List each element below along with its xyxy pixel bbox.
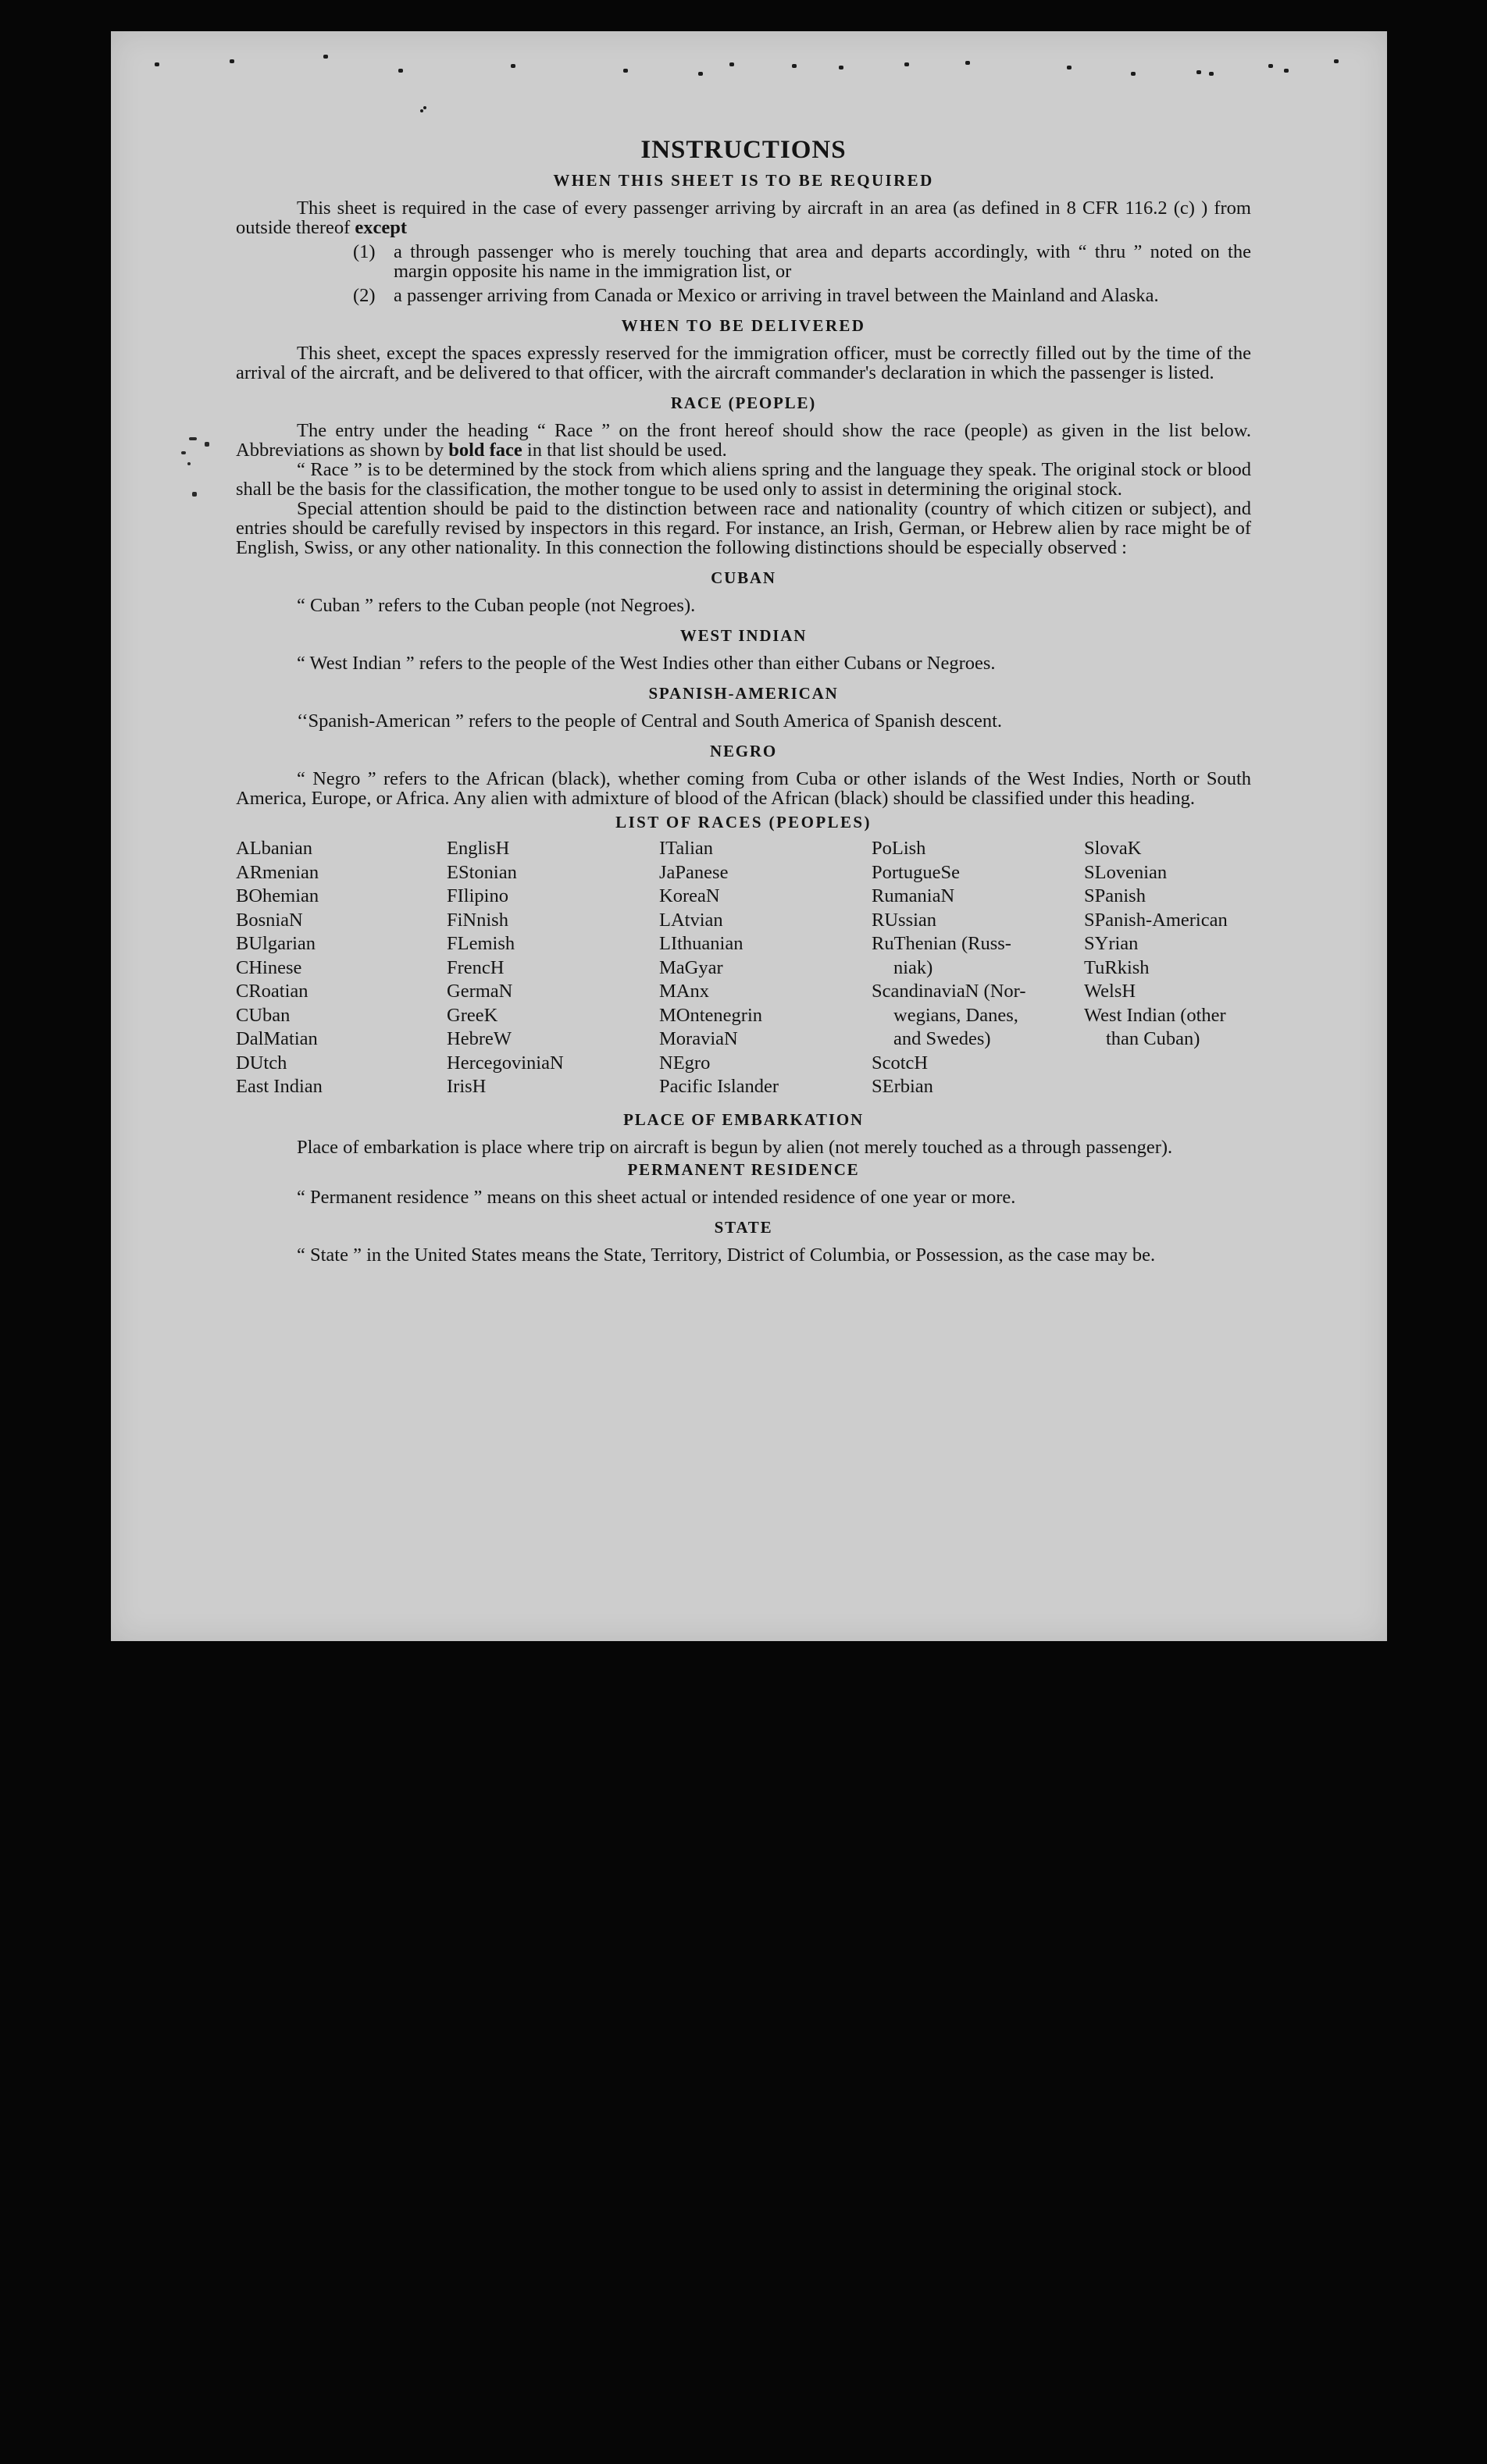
- race-entry: JaPanese: [659, 861, 729, 883]
- race-entry: SYrian: [1084, 933, 1139, 954]
- race-entry: MOntenegrin: [659, 1004, 762, 1026]
- heading-embarkation: PLACE OF EMBARKATION: [623, 1109, 864, 1129]
- race-entry: MoraviaN: [659, 1028, 738, 1049]
- races-column-2: [447, 837, 659, 1099]
- instructions-body: [236, 136, 1251, 1266]
- race-entry: NEgro: [659, 1052, 711, 1074]
- races-column-4: [872, 837, 1084, 1099]
- race-entry: MAnx: [659, 981, 709, 1002]
- race-entry: RumaniaN: [872, 885, 955, 906]
- state-text: “ State ” in the United States means the State, Territory, District of Columbia, or Possession, as the case may be.: [297, 1244, 1156, 1266]
- west-indian-text: “ West Indian ” refers to the people of the West Indies other than either Cubans or Negroes.: [297, 653, 996, 674]
- page-title: INSTRUCTIONS: [640, 136, 847, 164]
- race-entry: LAtvian: [659, 909, 723, 931]
- punch-marks: [111, 31, 1387, 125]
- heading-list-of-races: LIST OF RACES (PEOPLES): [615, 813, 872, 831]
- race-entry: SPanish: [1084, 885, 1146, 906]
- race-entry: GermaN: [447, 981, 513, 1002]
- spanish-american-text: ‘‘Spanish-American ” refers to the people of Central and South America of Spanish descent.: [297, 710, 1003, 732]
- races-column-3: [659, 837, 872, 1099]
- race-entry: CUban: [236, 1004, 291, 1026]
- race-entry: TuRkish: [1084, 956, 1150, 978]
- race-paragraph-2: “ Race ” is to be determined by the stock from which aliens spring and the language they speak. The original stock or blood shall be the basis for the classification, the mother tongue to be used only to assist in determining the original stock.: [236, 459, 1251, 500]
- race-entry: PortugueSe: [872, 861, 960, 883]
- race-entry: LIthuanian: [659, 933, 744, 954]
- race-paragraph-1: The entry under the heading “ Race ” on the front hereof should show the race (people) as given in the list below. Abbreviations as shown by bold face in that list should be used.: [236, 420, 1251, 461]
- race-entry: RuThenian (Russ- niak): [872, 933, 1011, 978]
- races-column-1: [236, 837, 447, 1099]
- race-entry: PoLish: [872, 838, 926, 859]
- race-entry: FLemish: [447, 933, 515, 954]
- delivered-text: This sheet, except the spaces expressly reserved for the immigration officer, must be correctly filled out by the time of the arrival of the aircraft, and be delivered to that officer, with the aircraft commander's declaration in which the passenger is listed.: [236, 343, 1251, 383]
- race-entry: BOhemian: [236, 885, 319, 906]
- race-entry: FrencH: [447, 956, 505, 978]
- race-entry: ARmenian: [236, 861, 319, 883]
- races-column-5: [1084, 837, 1256, 1099]
- race-entry: DalMatian: [236, 1028, 318, 1049]
- race-entry: FIlipino: [447, 885, 508, 906]
- race-entry: SLovenian: [1084, 861, 1168, 883]
- heading-race: RACE (PEOPLE): [670, 393, 817, 412]
- race-entry: CRoatian: [236, 981, 308, 1002]
- race-entry: KoreaN: [659, 885, 720, 906]
- heading-spanish-american: SPANISH-AMERICAN: [648, 684, 839, 703]
- race-entry: FiNnish: [447, 909, 508, 931]
- race-entry: ITalian: [659, 838, 714, 859]
- embarkation-text: Place of embarkation is place where trip on aircraft is begun by alien (not merely touched as a through passenger).: [297, 1136, 1173, 1158]
- race-entry: WelsH: [1084, 981, 1136, 1002]
- race-entry: EStonian: [447, 861, 517, 883]
- race-entry: ALbanian: [236, 838, 312, 859]
- heading-negro: NEGRO: [709, 742, 777, 760]
- margin-marks: [142, 406, 220, 523]
- race-entry: Pacific Islander: [659, 1076, 779, 1097]
- race-entry: ScandinaviaN (Nor- wegians, Danes, and Swedes): [872, 981, 1026, 1049]
- cuban-text: “ Cuban ” refers to the Cuban people (not Negroes).: [297, 595, 696, 616]
- race-entry: MaGyar: [659, 956, 723, 978]
- heading-required: WHEN THIS SHEET IS TO BE REQUIRED: [553, 171, 934, 190]
- race-entry: RUssian: [872, 909, 937, 931]
- heading-state: STATE: [714, 1217, 773, 1237]
- residence-text: “ Permanent residence ” means on this sheet actual or intended residence of one year or more.: [297, 1186, 1016, 1208]
- race-entry: GreeK: [447, 1004, 498, 1026]
- race-entry: SErbian: [872, 1076, 933, 1097]
- race-entry: BosniaN: [236, 909, 303, 931]
- document-sheet: [111, 31, 1387, 1641]
- race-entry: East Indian: [236, 1076, 323, 1097]
- race-entry: West Indian (other than Cuban): [1084, 1004, 1226, 1049]
- races-list: [236, 837, 1251, 1099]
- race-entry: CHinese: [236, 956, 302, 978]
- race-paragraph-3: Special attention should be paid to the distinction between race and nationality (country of which citizen or subject), and entries should be carefully revised by inspectors in this regard. For instance, an Irish, German, or Hebrew alien by race might be of English, Swiss, or any other nationality. In this connection the following distinctions should be especially observed :: [236, 498, 1251, 558]
- race-entry: SlovaK: [1084, 838, 1142, 859]
- race-entry: IrisH: [447, 1076, 487, 1097]
- race-entry: ScotcH: [872, 1052, 929, 1074]
- heading-west-indian: WEST INDIAN: [679, 626, 808, 645]
- heading-cuban: CUBAN: [711, 568, 776, 587]
- race-entry: DUtch: [236, 1052, 287, 1074]
- race-entry: HercegoviniaN: [447, 1052, 564, 1074]
- race-entry: BUlgarian: [236, 933, 316, 954]
- negro-text: “ Negro ” refers to the African (black), whether coming from Cuba or other islands of the West Indies, North or South America, Europe, or Africa. Any alien with admixture of blood of the African (black) should be classified under this heading.: [236, 768, 1251, 809]
- race-entry: EnglisH: [447, 838, 510, 859]
- heading-delivered: WHEN TO BE DELIVERED: [621, 316, 866, 335]
- race-entry: SPanish-American: [1084, 909, 1228, 931]
- required-item-2: (2) a passenger arriving from Canada or Mexico or arriving in travel between the Mainland and Alaska.: [353, 285, 1159, 306]
- heading-residence: PERMANENT RESIDENCE: [627, 1159, 860, 1179]
- race-entry: HebreW: [447, 1028, 512, 1049]
- required-item-1: (1) a through passenger who is merely touching that area and departs accordingly, with “ thru ” noted on the margin opposite his name in the immigration list, or: [353, 241, 1251, 282]
- required-intro: This sheet is required in the case of every passenger arriving by aircraft in an area (as defined in 8 CFR 116.2 (c) ) from outside thereof except: [236, 198, 1251, 238]
